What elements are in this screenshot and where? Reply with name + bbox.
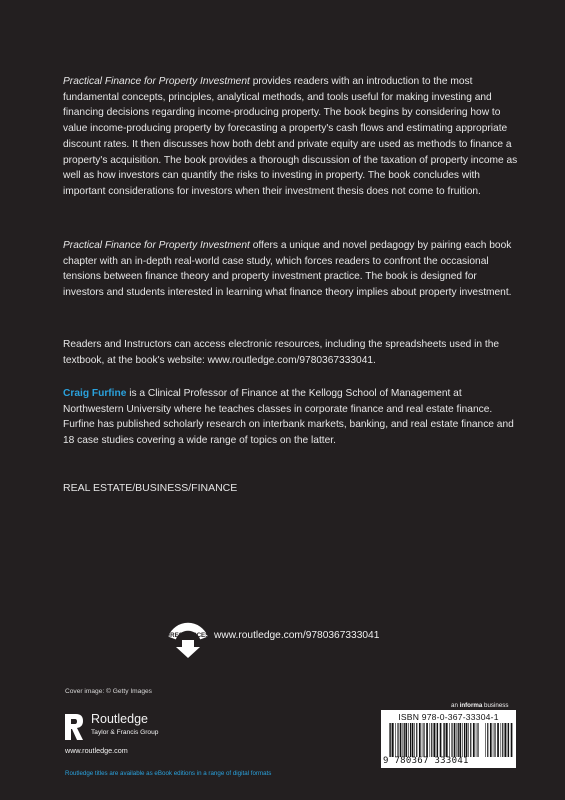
subject-category: REAL ESTATE/BUSINESS/FINANCE <box>63 482 238 494</box>
publisher-name: Routledge <box>91 712 148 726</box>
eresources-download-icon <box>166 620 210 660</box>
author-bio-text: is a Clinical Professor of Finance at the Kellogg School of Management at Northwestern University where he teaches classes in corporate finance and real estate finance. Furfine has published scholarly research on interbank markets, banking, and real estate finance and 18 case studies covering a wide range of topics on the latter. <box>63 388 514 447</box>
eresources-label: eRESOURCES <box>166 632 210 639</box>
isbn-number: 9 780367 333041 <box>383 756 469 766</box>
barcode-bars <box>389 723 481 757</box>
description-paragraph-2 <box>63 238 518 301</box>
description-text-2: offers a unique and novel pedagogy by pairing each book chapter with an in-depth real-world case study, which forces readers to confront the occasional tensions between finance theory and property investment practice. The book is designed for investors and students interested in learning what finance theory implies about property investment. <box>63 240 512 299</box>
publisher-website[interactable]: www.routledge.com <box>65 746 128 755</box>
informa-prefix: an <box>451 702 460 709</box>
description-text-1: provides readers with an introduction to the most fundamental concepts, principles, analytical methods, and tools useful for making investing and financing decisions regarding income-producing property. The book begins by considering how to value income-producing property by forecasting a property's cash flows and estimating appropriate discount rates. It then discusses how both debt and private equity are used as methods to finance a property's acquisition. The book provides a thorough discussion of the taxation of property income as well as how investors can quantify the risks to investing in property. The book concludes with important considerations for investors when their investment thesis does not come to fruition. <box>63 76 518 197</box>
book-title: Practical Finance for Property Investment <box>63 240 250 251</box>
description-paragraph-1 <box>63 74 518 200</box>
author-name: Craig Furfine <box>63 388 127 399</box>
isbn-barcode <box>381 710 516 768</box>
book-title: Practical Finance for Property Investment <box>63 76 250 87</box>
routledge-logo-icon <box>62 712 86 742</box>
publisher-group: Taylor & Francis Group <box>91 729 159 736</box>
ebook-availability-note: Routledge titles are available as eBook editions in a range of digital formats <box>65 770 272 777</box>
author-bio <box>63 386 518 449</box>
informa-suffix: business <box>482 702 509 709</box>
price-barcode-bars <box>485 723 513 757</box>
informa-business-tag <box>451 702 508 709</box>
isbn-label: ISBN 978-0-367-33304-1 <box>398 712 499 722</box>
resources-paragraph: Readers and Instructors can access electronic resources, including the spreadsheets used in the textbook, at the book's website: www.routledge.com/9780367333041. <box>63 339 500 366</box>
cover-image-credit: Cover image: © Getty Images <box>65 688 152 695</box>
informa-brand: informa <box>459 702 483 709</box>
eresources-link[interactable]: www.routledge.com/9780367333041 <box>214 630 380 641</box>
